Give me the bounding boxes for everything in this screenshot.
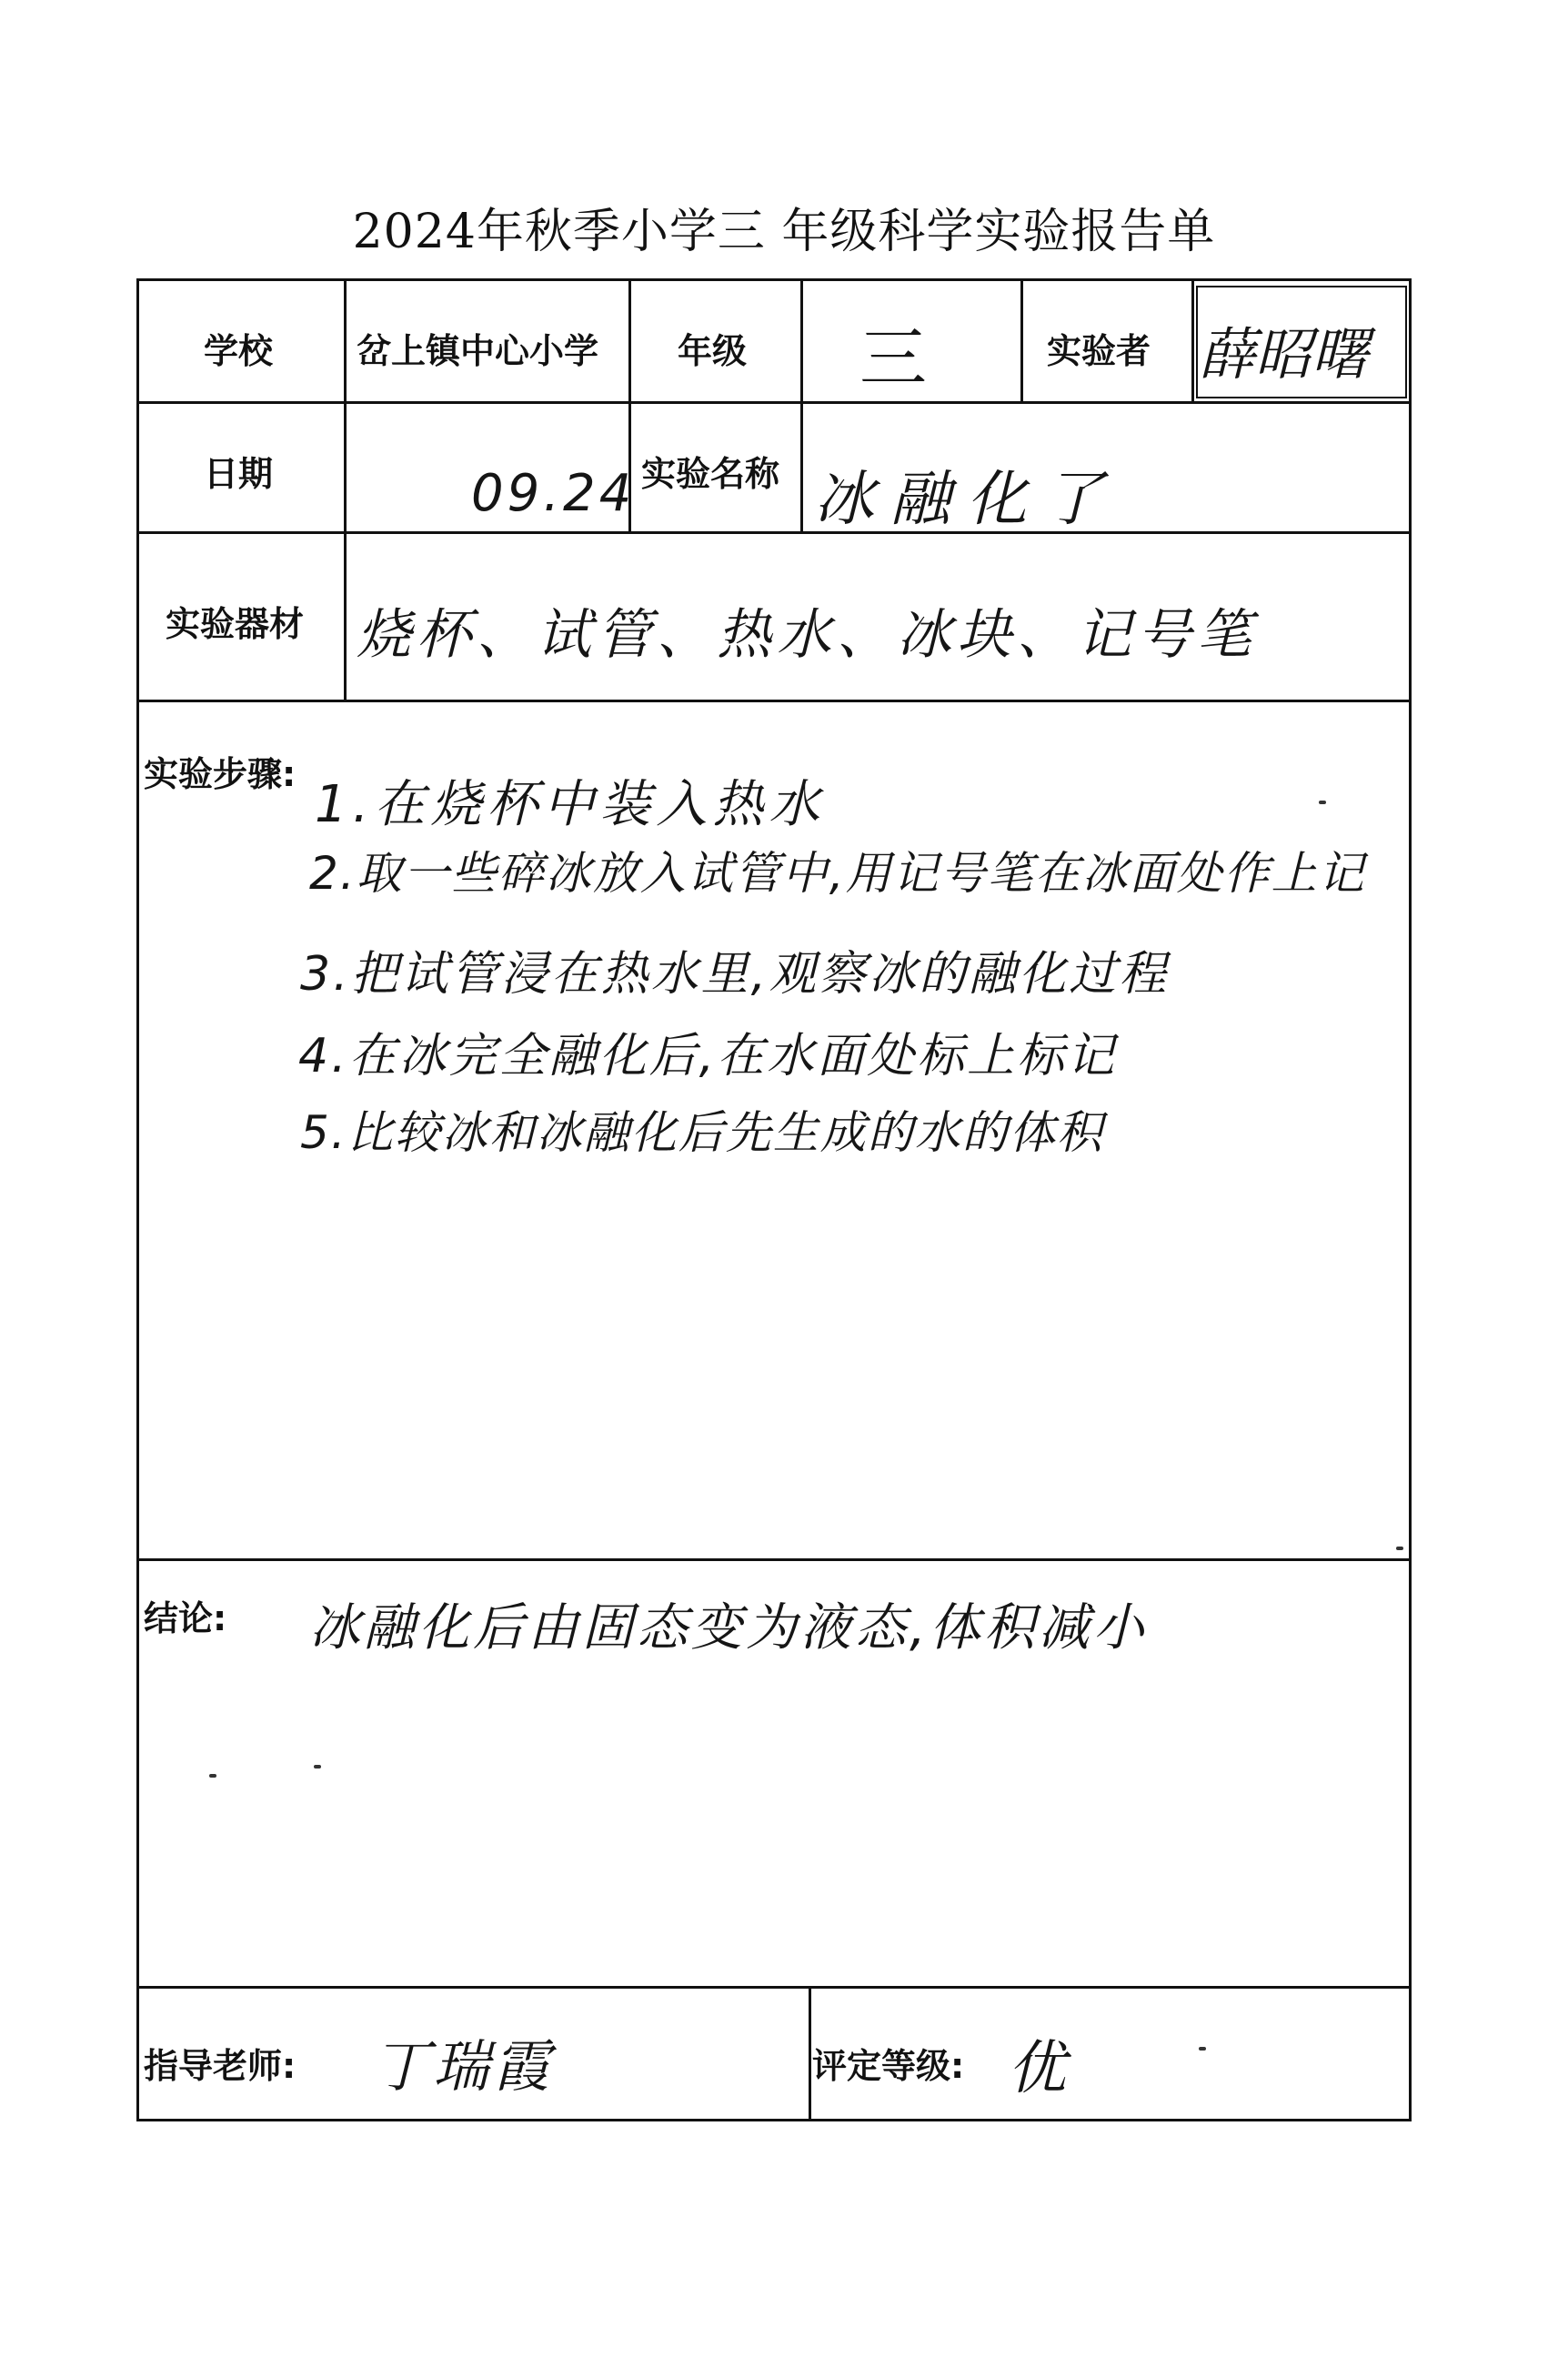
step-item: 3.把试管浸在热水里,观察冰的融化过程 (300, 947, 1170, 1002)
row-divider (139, 1558, 1409, 1561)
scan-speck (1319, 801, 1326, 804)
scan-speck (209, 1774, 216, 1778)
report-form (136, 278, 1412, 2121)
row-divider (139, 1986, 1409, 1989)
steps-label: 实验步骤: (144, 754, 297, 794)
conclusion-label: 结论: (144, 1598, 227, 1638)
rating-value: 优 (1008, 2035, 1070, 2102)
experiment-name-value: 冰融化了 (814, 464, 1120, 534)
experimenter-label: 实验者 (1047, 331, 1151, 371)
teacher-label: 指导老师: (144, 2046, 297, 2086)
page-title: 2024年秋季小学三 年级科学实验报告单 (352, 205, 1216, 259)
experiment-name-label: 实验名称 (641, 454, 780, 494)
school-value: 岔上镇中心小学 (357, 331, 599, 371)
step-item: 2.取一些碎冰放入试管中,用记号笔在冰面处作上记 (309, 847, 1366, 900)
grade-label: 年级 (678, 331, 748, 371)
materials-value: 烧杯、试管、热水、冰块、记号笔 (357, 603, 1257, 667)
conclusion-text: 冰融化后由固态变为液态,体积减小 (309, 1598, 1148, 1658)
step-item: 4.在冰完全融化后,在水面处标上标记 (298, 1029, 1118, 1083)
col-divider (800, 281, 803, 531)
materials-label: 实验器材 (166, 604, 305, 644)
scan-speck (1199, 2047, 1206, 2051)
date-value: 09.24 (471, 464, 636, 523)
scan-speck (1396, 1547, 1403, 1550)
row-divider (139, 401, 1409, 404)
grade-value: 三 (859, 319, 930, 398)
rating-label: 评定等级: (812, 2046, 965, 2086)
step-item: 1.在烧杯中装入热水 (315, 775, 826, 834)
row-divider (139, 531, 1409, 534)
school-label: 学校 (204, 331, 274, 371)
experimenter-signature: 薛昭曙 (1199, 321, 1369, 388)
step-item: 5.比较冰和冰融化后先生成的水的体积 (300, 1106, 1104, 1159)
col-divider (809, 1986, 811, 2119)
date-label: 日期 (204, 454, 274, 494)
col-divider (1020, 281, 1023, 401)
scan-speck (314, 1765, 321, 1768)
col-divider (1191, 281, 1194, 401)
col-divider (344, 281, 347, 700)
row-divider (139, 700, 1409, 702)
teacher-signature: 丁瑞霞 (373, 2033, 554, 2100)
